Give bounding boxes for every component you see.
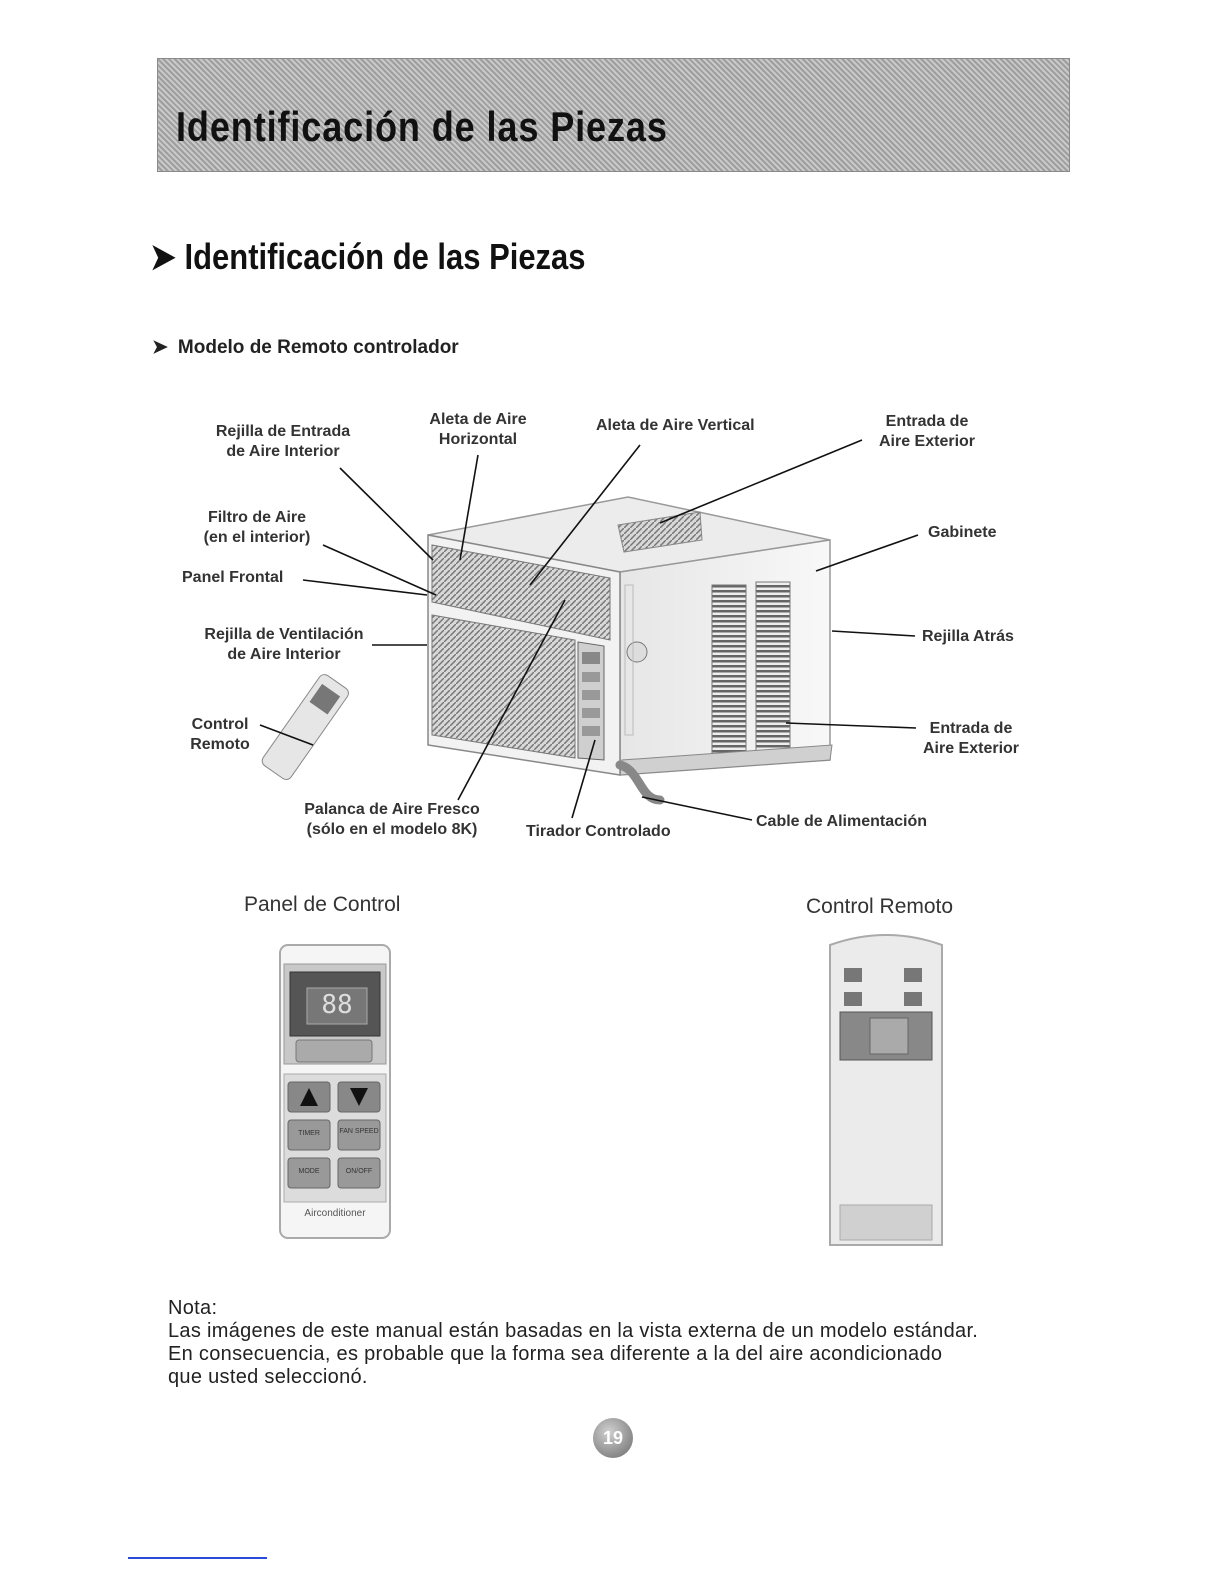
label-entrada-exterior-top: Entrada de Aire Exterior [878,413,976,450]
mode-button[interactable]: MODE [298,1168,320,1175]
on-off-button[interactable]: ON/OFF [345,1168,373,1175]
label-entrada-exterior-bottom: Entrada de Aire Exterior [922,720,1020,757]
fan-speed-button[interactable]: FAN SPEED [339,1128,379,1135]
timer-button[interactable]: TIMER [298,1130,320,1137]
label-panel-frontal: Panel Frontal [182,569,284,586]
control-panel-title: Panel de Control [244,893,401,916]
label-gabinete: Gabinete [928,524,997,541]
label-palanca: Palanca de Aire Fresco (sólo en el modelo 8K) [304,801,480,838]
banner-title: Identificación de las Piezas [176,103,668,150]
label-filtro: Filtro de Aire (en el interior) [203,509,311,546]
label-rejilla-entrada: Rejilla de Entrada de Aire Interior [215,423,351,460]
front-grille [432,615,575,758]
page-title-text: Identificación de las Piezas [184,236,586,277]
panel-brand: Airconditioner [304,1208,366,1219]
label-rejilla-atras: Rejilla Atrás [922,628,1014,645]
control-panel-image [280,945,390,1238]
label-aleta-vertical: Aleta de Aire Vertical [596,417,755,434]
remote-control-image [830,935,942,1245]
page-number: 19 [593,1418,633,1458]
label-tirador: Tirador Controlado [526,823,671,840]
note-line-2: En consecuencia, es probable que la forma sea diferente a la del aire acondicionado [168,1343,943,1365]
remote-title: Control Remoto [806,895,954,918]
arrow-icon: ➤ [150,236,176,277]
label-aleta-horizontal: Aleta de Aire Horizontal [429,411,527,448]
side-grille-2 [756,582,790,754]
note-line-3: que usted seleccionó. [168,1366,368,1388]
label-cable: Cable de Alimentación [756,813,927,830]
label-rejilla-ventilacion: Rejilla de Ventilación de Aire Interior [204,626,364,663]
side-grille-1 [712,585,746,755]
panel-display: 88 [321,990,353,1020]
footer-line [128,1557,267,1559]
note-title: Nota: [168,1297,218,1319]
label-control-remoto: Control Remoto [190,716,250,753]
note-line-1: Las imágenes de este manual están basadas en la vista externa de un modelo estándar. [168,1320,979,1342]
side-knob [627,642,647,662]
section-title-text: Modelo de Remoto controlador [177,337,459,358]
arrow-icon: ➤ [152,337,168,358]
diagram-remote [260,672,351,782]
